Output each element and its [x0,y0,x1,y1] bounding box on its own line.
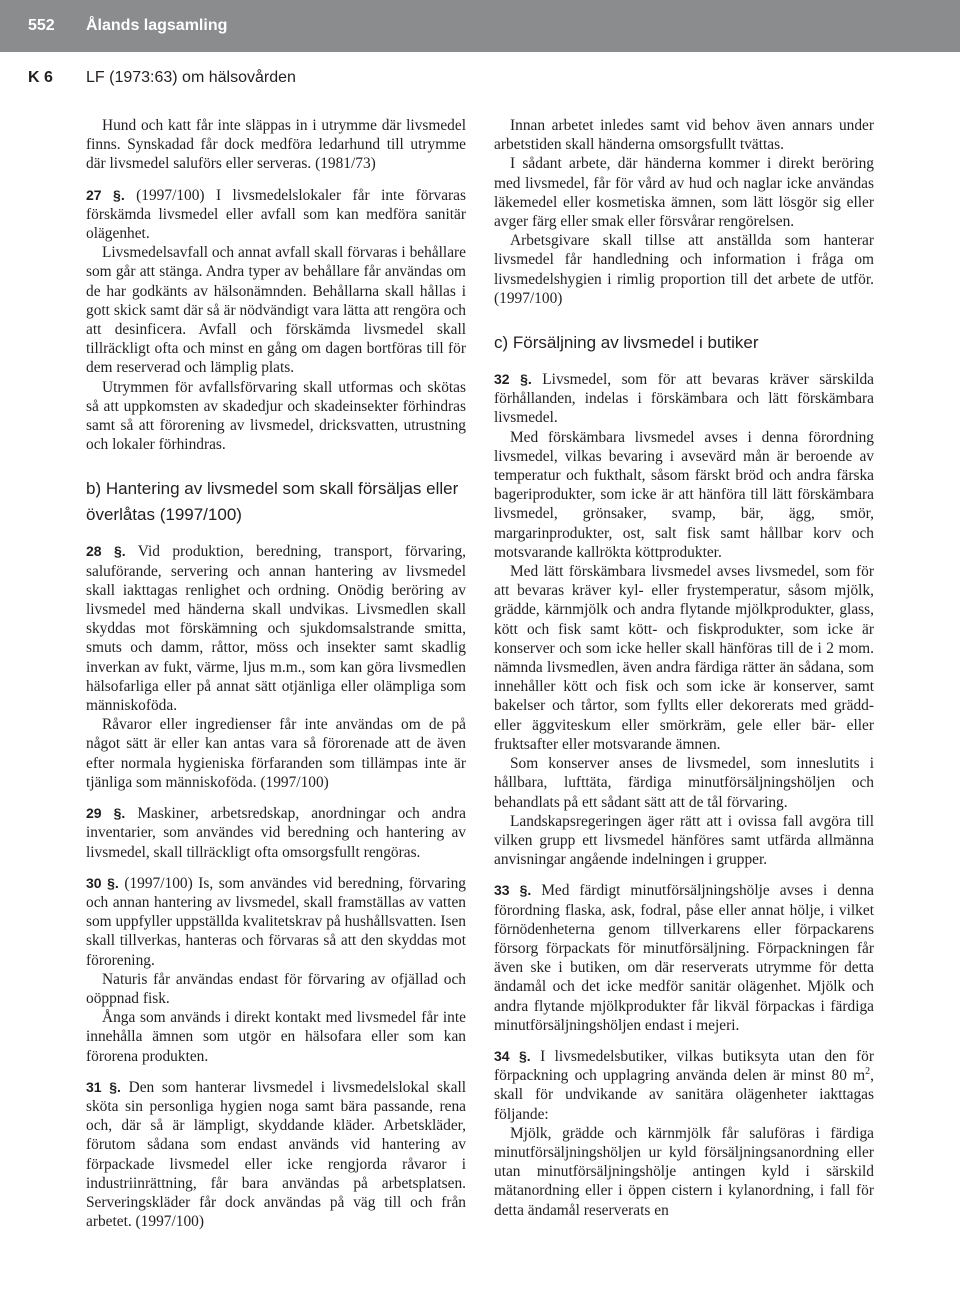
section-number: 30 §. [86,874,119,891]
section-text: Livsmedel, som för att bevaras kräver särskilda förhållanden, indelas i förskämbara och lätt förskämbara livsmedel. [494,371,874,427]
section-33 [494,881,874,1035]
paragraph: Hund och katt får inte släppas in i utrymme där livsmedel finns. Synskadad får dock medföra ledarhund till utrymme där livsmedel saluförs eller serveras. (1981/73) [86,117,466,173]
right-column [494,116,874,1220]
superscript: 2 [865,1066,871,1078]
section-number: 27 §. [86,186,125,203]
paragraph: Mjölk, grädde och kärnmjölk får saluföras i färdiga minutförsäljningshöljen ur kyld försäljningsanordning eller utan minutförsäljningshölje antingen kyld i särskild mätanordning eller i öppen cistern i kylanordning, i fall för detta ändamål reserverats en [494,1124,874,1219]
paragraph: Livsmedelsavfall och annat avfall skall förvaras i behållare som går att stänga. Andra typer av behållare får användas om de har godkänts av hälsonämnden. Behållarna skall hållas i gott skick samt där så är nödvändigt vara lätta att rengöra och att desinficera. Avfall och förskämda livsmedel skall tillräckligt ofta och minst en gång om dagen bortföras till för dem reserverad och lämplig plats. [86,244,466,377]
chapter-label: K 6 [28,69,53,86]
section-number: 29 §. [86,805,126,822]
section-text: Den som hanterar livsmedel i livsmedelslokal skall sköta sin personliga hygien noga samt bära passande, rena och, där så är lämpligt, skyddande kläder. Arbetskläder, förutom sådana som endast används vid hantering av förpackade livsmedel eller icke rengjorda råvaror i industriinrättning, får bara användas på arbetsplatsen. Serveringskläder får dock användas på väg till och från arbetet. (1997/100) [86,1078,467,1231]
paragraph: Arbetsgivare skall tillse att anställda som hanterar livsmedel får handledning och information i fråga om livsmedelshygien i rimlig proportion till det arbete de utför. (1997/100) [494,232,874,307]
paragraph: Ånga som används i direkt kontakt med livsmedel får inte innehålla ämnen som utgör en hälsofara eller som kan förorena produkten. [86,1009,466,1065]
section-number: 33 §. [494,882,532,899]
subheading-b: b) Hantering av livsmedel som skall försäljas eller överlåtas (1997/100) [86,479,459,525]
section-number: 32 §. [494,371,532,388]
running-header [0,0,960,52]
section-32 [494,370,874,428]
section-text: , skall för undvikande av sanitära olägenheter iakttagas följande: [494,1067,874,1123]
paragraph: Som konserver anses de livsmedel, som inneslutits i hållbara, lufttäta, färdiga minutförsäljningshöljen och behandlats på ett sådant sätt att de tål förvaring. [494,755,874,811]
paragraph: Med lätt förskämbara livsmedel avses livsmedel, som för att bevaras kräver kyl- eller frystemperatur, såsom mjölk, grädde, kärnmjölk och andra flytande mjölkprodukter, glass, kött och fisk samt kött- och fiskprodukter, som icke är konserver och som icke heller skall hänföras till de i 2 mom. nämnda livsmedlen, även andra färdiga rätter än sådana, som innehåller kött och fisk och som icke är konserver, samt bakelser och tårtor, som fyllts eller dekorerats med grädd- eller äggviteskum eller smörkräm, gele eller bär- eller fruktsafter eller motsvarande ämnen. [494,563,874,753]
law-title: LF (1973:63) om hälsovården [86,69,296,86]
paragraph: Landskapsregeringen äger rätt att i ovissa fall avgöra till vilken grupp ett livsmedel hänföres samt utfärda allmänna anvisningar angående indelningen i grupper. [494,812,874,869]
section-text: Maskiner, arbetsredskap, anordningar och andra inventarier, som användes vid beredning och hantering av livsmedel, skall tillräckligt ofta omsorgsfullt rengöras. [86,805,466,861]
subheading-c: c) Försäljning av livsmedel i butiker [494,333,759,353]
section-number: 34 §. [494,1047,531,1064]
section-28 [86,542,466,715]
section-34 [494,1047,874,1124]
paragraph: Naturis får användas endast för förvaring av ofjällad och oöppnad fisk. [86,970,466,1007]
paragraph: Innan arbetet inledes samt vid behov även annars under arbetstiden skall händerna omsorgsfullt tvättas. [494,117,874,154]
section-text: (1997/100) Is, som användes vid beredning, förvaring och annan hantering av livsmedel, skall framställas av vatten som uppfyller uppställda kvalitetskrav på hushållsvatten. Isen skall tillverkas, hanteras och förvaras så att den skyddas mot förorening. [86,874,467,969]
section-30 [86,874,466,970]
book-title: Ålands lagsamling [86,17,228,34]
paragraph: Med förskämbara livsmedel avses i denna förordning livsmedel, vilkas bevaring i avsevärd mån är beroende av temperatur och fukthalt, såsom färskt bröd och andra färska bageriprodukter, som icke är att hänföra till lätt förskämbara livsmedel, grönsaker, svamp, bär, ägg, smör, margarinprodukter, ost, salt fisk samt hållbar korv och motsvarande kallrökta köttprodukter. [494,428,874,561]
paragraph: Råvaror eller ingredienser får inte användas om de på något sätt är eller kan antas vara så förorenade att de även efter normala hygieniska förfaranden som tillämpas inte är tjänliga som människoföda. (1997/100) [86,716,466,791]
section-number: 28 §. [86,543,126,560]
paragraph: Utrymmen för avfallsförvaring skall utformas och skötas så att uppkomsten av skadedjur och skadeinsekter förhindras samt så att förorening av livsmedel, dricksvatten, utrustning och lokaler förhindras. [86,378,466,454]
section-text: Vid produktion, beredning, transport, förvaring, saluförande, servering och annan hantering av livsmedel skall iakttagas renlighet och ordning. Onödig beröring av livsmedel med händerna skall undvikas. Livsmedlen skall skyddas mot förskämning och sjukdomsalstrande smitta, smuts och damm, råttor, möss och insekter samt skadlig inverkan av fukt, värme, ljus m.m., som kan göra livsmedlen hälsofarliga eller på annat sätt otjänliga eller olämpliga som människoföda. [86,543,466,715]
page-number: 552 [28,17,55,34]
section-text: I livsmedelsbutiker, vilkas butiksyta utan den för förpackning och upplagring använda delen är minst 80 m [494,1047,875,1085]
section-header [0,64,960,94]
section-number: 31 §. [86,1078,121,1095]
section-text: Med färdigt minutförsäljningshölje avses i denna förordning flaska, ask, fodral, påse eller annat hölje, i vilket förnödenheterna genom tillverkarens eller förpackarens försorg förpackats för minutförsäljning. Förpackningen får även ske i butiken, om där reserverats utrymme för detta ändamål och det icke medför sanitär olägenhet. Mjölk och andra flytande mjölkprodukter får likväl förpackas i färdiga minutförsäljningshöljen endast i mejeri. [494,882,875,1034]
section-31 [86,1078,466,1232]
paragraph: I sådant arbete, där händerna kommer i direkt beröring med livsmedel, får för vård av hud och naglar icke användas läkemedel eller kosmetiska ämnen, som lätt lösgör sig eller avger färg eller smak eller försvårar rengörelsen. [494,155,874,231]
section-text: (1997/100) I livsmedelslokaler får inte förvaras förskämda livsmedel eller avfall som kan medföra sanitär olägenhet. [86,186,467,243]
left-column [86,116,466,1231]
section-27 [86,186,466,244]
section-29 [86,804,466,862]
